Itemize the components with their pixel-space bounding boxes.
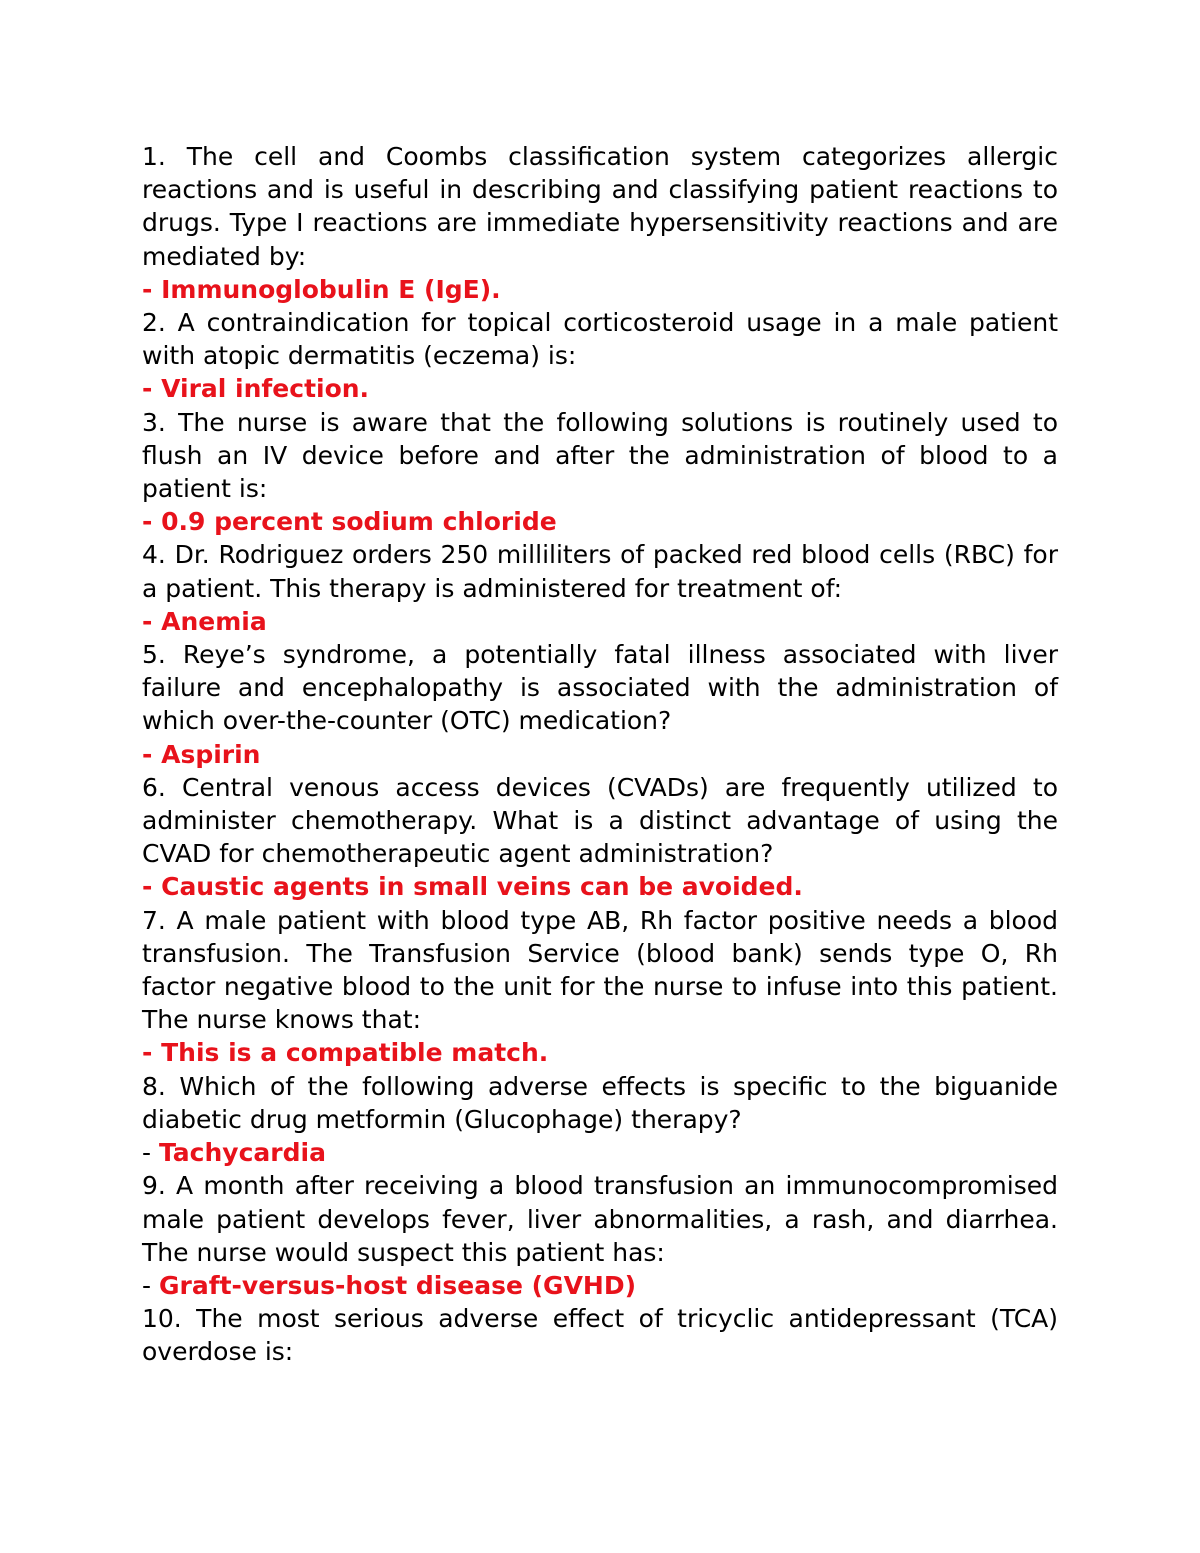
answer-dash: -	[142, 507, 162, 537]
answer-text: Tachycardia	[158, 1138, 326, 1168]
answer-dash: -	[142, 1038, 162, 1068]
question-10: 10. The most serious adverse effect of tricyclic antidepressant (TCA) overdose is:	[142, 1304, 1058, 1367]
answer-dash: -	[142, 1138, 159, 1168]
answer-text: Immunoglobulin E (IgE).	[161, 274, 501, 304]
answer-dash: -	[142, 274, 162, 304]
answer-1	[142, 273, 1058, 306]
answer-dash: -	[142, 739, 162, 769]
answer-8	[142, 1136, 1058, 1169]
answer-text: Caustic agents in small veins can be avoided.	[161, 872, 803, 902]
answer-2	[142, 372, 1058, 405]
answer-9	[142, 1269, 1058, 1302]
answer-text: This is a compatible match.	[161, 1038, 549, 1068]
question-6: 6. Central venous access devices (CVADs) are frequently utilized to administer chemotherapy. What is a distinct advantage of using the CVAD for chemotherapeutic agent administration?	[142, 772, 1058, 869]
answer-5	[142, 738, 1058, 771]
answer-text: 0.9 percent sodium chloride	[161, 507, 557, 537]
answer-text: Viral infection.	[161, 374, 370, 404]
answer-dash: -	[142, 606, 162, 636]
question-4: 4. Dr. Rodriguez orders 250 milliliters of packed red blood cells (RBC) for a patient. This therapy is administered for treatment of:	[142, 540, 1058, 603]
answer-dash: -	[142, 1270, 159, 1300]
answer-text: Graft-versus-host disease (GVHD)	[158, 1270, 637, 1300]
answer-dash: -	[142, 872, 162, 902]
answer-text: Anemia	[161, 606, 267, 636]
answer-3	[142, 505, 1058, 538]
question-3: 3. The nurse is aware that the following solutions is routinely used to flush an IV device before and after the administration of blood to a patient is:	[142, 407, 1058, 504]
document-page	[142, 140, 1058, 1369]
question-1: 1. The cell and Coombs classification system categorizes allergic reactions and is useful in describing and classifying patient reactions to drugs. Type I reactions are immediate hypersensitivity reactions and are mediated by:	[142, 142, 1058, 271]
question-7: 7. A male patient with blood type AB, Rh factor positive needs a blood transfusion. The Transfusion Service (blood bank) sends type O, Rh factor negative blood to the unit for the nurse to infuse into this patient. The nurse knows that:	[142, 905, 1058, 1035]
answer-dash: -	[142, 374, 162, 404]
question-9: 9. A month after receiving a blood transfusion an immunocompromised male patient develops fever, liver abnormalities, a rash, and diarrhea. The nurse would suspect this patient has:	[142, 1171, 1058, 1267]
answer-7	[142, 1036, 1058, 1069]
question-2: 2. A contraindication for topical corticosteroid usage in a male patient with atopic dermatitis (eczema) is:	[142, 308, 1058, 371]
question-8: 8. Which of the following adverse effects is specific to the biguanide diabetic drug metformin (Glucophage) therapy?	[142, 1071, 1058, 1134]
question-5: 5. Reye’s syndrome, a potentially fatal illness associated with liver failure and encephalopathy is associated with the administration of which over-the-counter (OTC) medication?	[142, 640, 1058, 736]
answer-text: Aspirin	[161, 739, 261, 769]
answer-6	[142, 870, 1058, 903]
answer-4	[142, 605, 1058, 638]
